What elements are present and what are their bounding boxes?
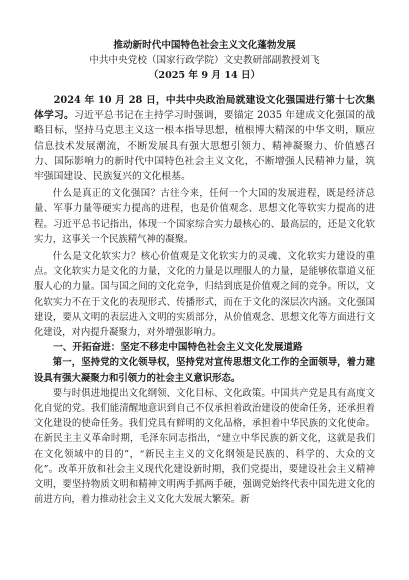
paragraph-5: 要与时俱进地提出文化纲领、文化目标、文化政策。中国共产党是具有高度文化自觉的党。我们能清醒地意识到自己不仅承担着政治建设的使命任务，还承担着文化建设的使命任务。我们党具有鲜明的文化品格，承担着中华民族的文化使命。在新民主主义革命时期，毛泽东同志指出，“建立中华民族的新文化，这就是我们在文化领域中的目的”，“新民主主义的文化纲领是民族的、科学的、大众的文化”。改革开放和社会主义现代化建设新时期，我们党提出，要建设社会主义精神文明，要坚持物质文明和精神文明两手抓两手硬，强调党始终代表中国先进文化的前进方向，着力推动社会主义文化大发展大繁荣。新: [34, 387, 375, 506]
document-author: 中共中央党校（国家行政学院）文史教研部副教授刘飞: [89, 55, 320, 66]
section-heading-1: 一、开拓奋进：坚定不移走中国特色社会主义文化发展道路: [53, 342, 303, 354]
paragraph-3: 什么是文化软实力？核心价值观是文化软实力的灵魂、文化软实力建设的重点。文化软实力是文化的力量，文化的力量是以理服人的力量，是能够依靠道义征服人心的力量。国与国之间的文化竞争，归结到底是价值观之间的竞争。所以，文化软实力不在于文化的表现形式、传播形式，而在于文化的深层次内涵。文化强国建设，要从文明的表层进入文明的实质部分，从价值观念、思想文化等方面进行文化建设，对内提升凝聚力，对外增强影响力。: [34, 251, 375, 339]
paragraph-1: [34, 93, 375, 184]
paragraph-4-bold: 第一，坚持党的文化领导权，坚持党对宣传思想文化工作的全面领导，着力建设具有强大凝聚力和引领力的社会主义意识形态。: [34, 357, 375, 384]
document-title: 推动新时代中国特色社会主义文化蓬勃发展: [113, 40, 296, 51]
paragraph-2: 什么是真正的文化强国？古往今来，任何一个大国的发展进程，既是经济总量、军事力量等硬实力提高的进程，也是价值观念、思想文化等软实力提高的进程。习近平总书记指出，体现一个国家综合实力最核心的、最高层的，还是文化软实力，这事关一个民族精气神的凝聚。: [34, 188, 375, 245]
document-header: [34, 38, 375, 83]
paragraph-1-lead: 2024 年 10 月 28 日，中共中央政治局就建设文化强国进行第十七次集体学习。: [34, 95, 375, 122]
document-date: （2025 年 9 月 14 日）: [148, 70, 261, 81]
paragraph-1-rest: 习近平总书记在主持学习时强调，要锚定 2035 年建成文化强国的战略目标，坚持马克思主义这一根本指导思想，植根博大精深的中华文明，顺应信息技术发展潮流，不断发展具有强大思想引领力、精神凝聚力、价值感召力、国际影响力的新时代中国特色社会主义文化，不断增强人民精神力量，筑牢强国建设、民族复兴的文化根基。: [34, 110, 375, 183]
